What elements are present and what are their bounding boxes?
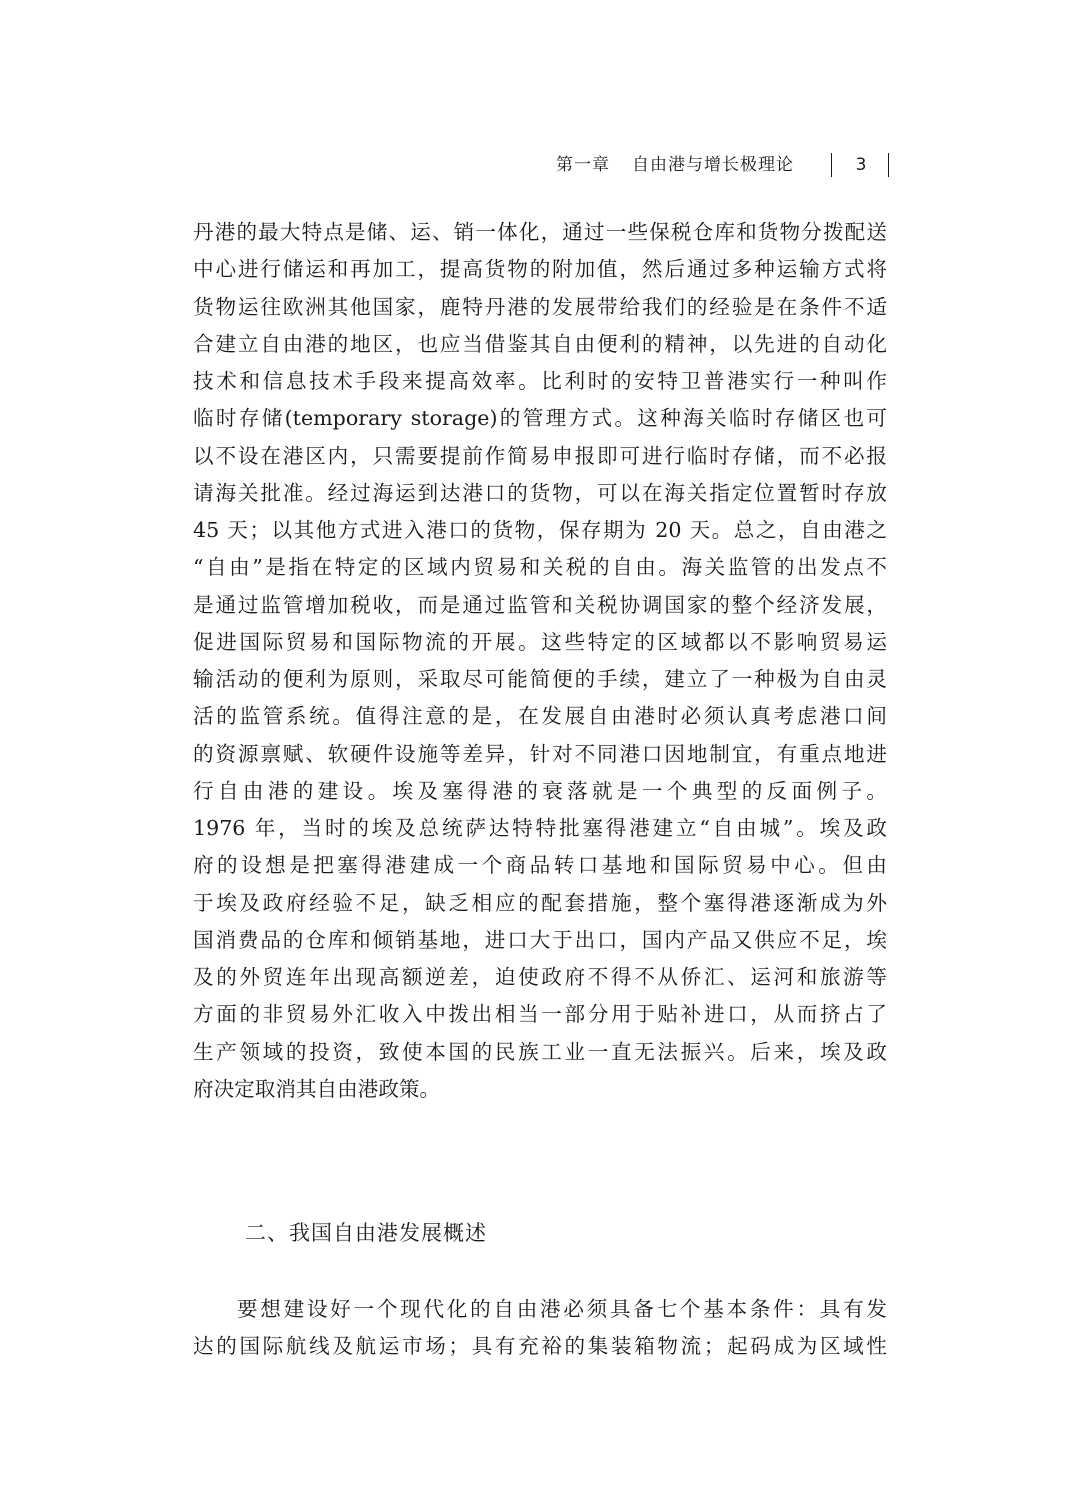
text-line: 于埃及政府经验不足，缺乏相应的配套措施，整个塞得港逐渐成为外 bbox=[193, 890, 887, 915]
text-line: 中心进行储运和再加工，提高货物的附加值，然后通过多种运输方式将 bbox=[193, 257, 887, 282]
text-line: 生产领域的投资，致使本国的民族工业一直无法振兴。后来，埃及政 bbox=[193, 1039, 887, 1064]
text-line: 府决定取消其自由港政策。 bbox=[193, 1076, 441, 1101]
text-line: 方面的非贸易外汇收入中拨出相当一部分用于贴补进口，从而挤占了 bbox=[193, 1002, 887, 1027]
header-divider-left bbox=[831, 153, 832, 177]
section-heading: 二、我国自由港发展概述 bbox=[245, 1221, 487, 1245]
text-line: 请海关批准。经过海运到达港口的货物，可以在海关指定位置暂时存放 bbox=[193, 480, 887, 505]
text-line: 是通过监管增加税收，而是通过监管和关税协调国家的整个经济发展， bbox=[193, 592, 887, 617]
text-line: 的资源禀赋、软硬件设施等差异，针对不同港口因地制宜，有重点地进 bbox=[193, 741, 887, 766]
text-line: 促进国际贸易和国际物流的开展。这些特定的区域都以不影响贸易运 bbox=[193, 629, 887, 654]
text-line: 府的设想是把塞得港建成一个商品转口基地和国际贸易中心。但由 bbox=[193, 853, 887, 878]
body-paragraph bbox=[193, 214, 887, 1108]
text-line: 1976 年，当时的埃及总统萨达特特批塞得港建立“自由城”。埃及政 bbox=[193, 816, 887, 840]
chapter-number: 第一章 bbox=[556, 155, 610, 175]
text-line: 输活动的便利为原则，采取尽可能简便的手续，建立了一种极为自由灵 bbox=[193, 667, 887, 691]
header-divider-right bbox=[888, 153, 889, 177]
text-line: 合建立自由港的地区，也应当借鉴其自由便利的精神，以先进的自动化 bbox=[193, 331, 887, 356]
text-line: “自由”是指在特定的区域内贸易和关税的自由。海关监管的出发点不 bbox=[193, 555, 887, 580]
text-line: 技术和信息技术手段来提高效率。比利时的安特卫普港实行一种叫作 bbox=[193, 369, 887, 393]
chapter-title: 自由港与增长极理论 bbox=[632, 155, 794, 175]
text-line: 活的监管系统。值得注意的是，在发展自由港时必须认真考虑港口间 bbox=[193, 704, 887, 729]
text-line: 以不设在港区内，只需要提前作简易申报即可进行临时存储，而不必报 bbox=[193, 443, 887, 468]
running-header bbox=[540, 150, 890, 180]
body-paragraph-2 bbox=[193, 1291, 887, 1366]
text-line: 货物运往欧洲其他国家，鹿特丹港的发展带给我们的经验是在条件不适 bbox=[193, 294, 887, 319]
text-line: 丹港的最大特点是储、运、销一体化，通过一些保税仓库和货物分拨配送 bbox=[193, 220, 887, 244]
text-line: 国消费品的仓库和倾销基地，进口大于出口，国内产品又供应不足，埃 bbox=[193, 927, 887, 952]
text-line: 要想建设好一个现代化的自由港必须具备七个基本条件：具有发 bbox=[237, 1297, 887, 1321]
page-number: 3 bbox=[855, 155, 867, 175]
text-line: 达的国际航线及航运市场；具有充裕的集装箱物流；起码成为区域性 bbox=[193, 1334, 887, 1359]
text-line: 及的外贸连年出现高额逆差，迫使政府不得不从侨汇、运河和旅游等 bbox=[193, 965, 887, 989]
text-line: 行自由港的建设。埃及塞得港的衰落就是一个典型的反面例子。 bbox=[193, 778, 887, 803]
text-line: 临时存储(temporary storage)的管理方式。这种海关临时存储区也可 bbox=[193, 406, 887, 431]
text-line: 45 天；以其他方式进入港口的货物，保存期为 20 天。总之，自由港之 bbox=[193, 518, 887, 542]
